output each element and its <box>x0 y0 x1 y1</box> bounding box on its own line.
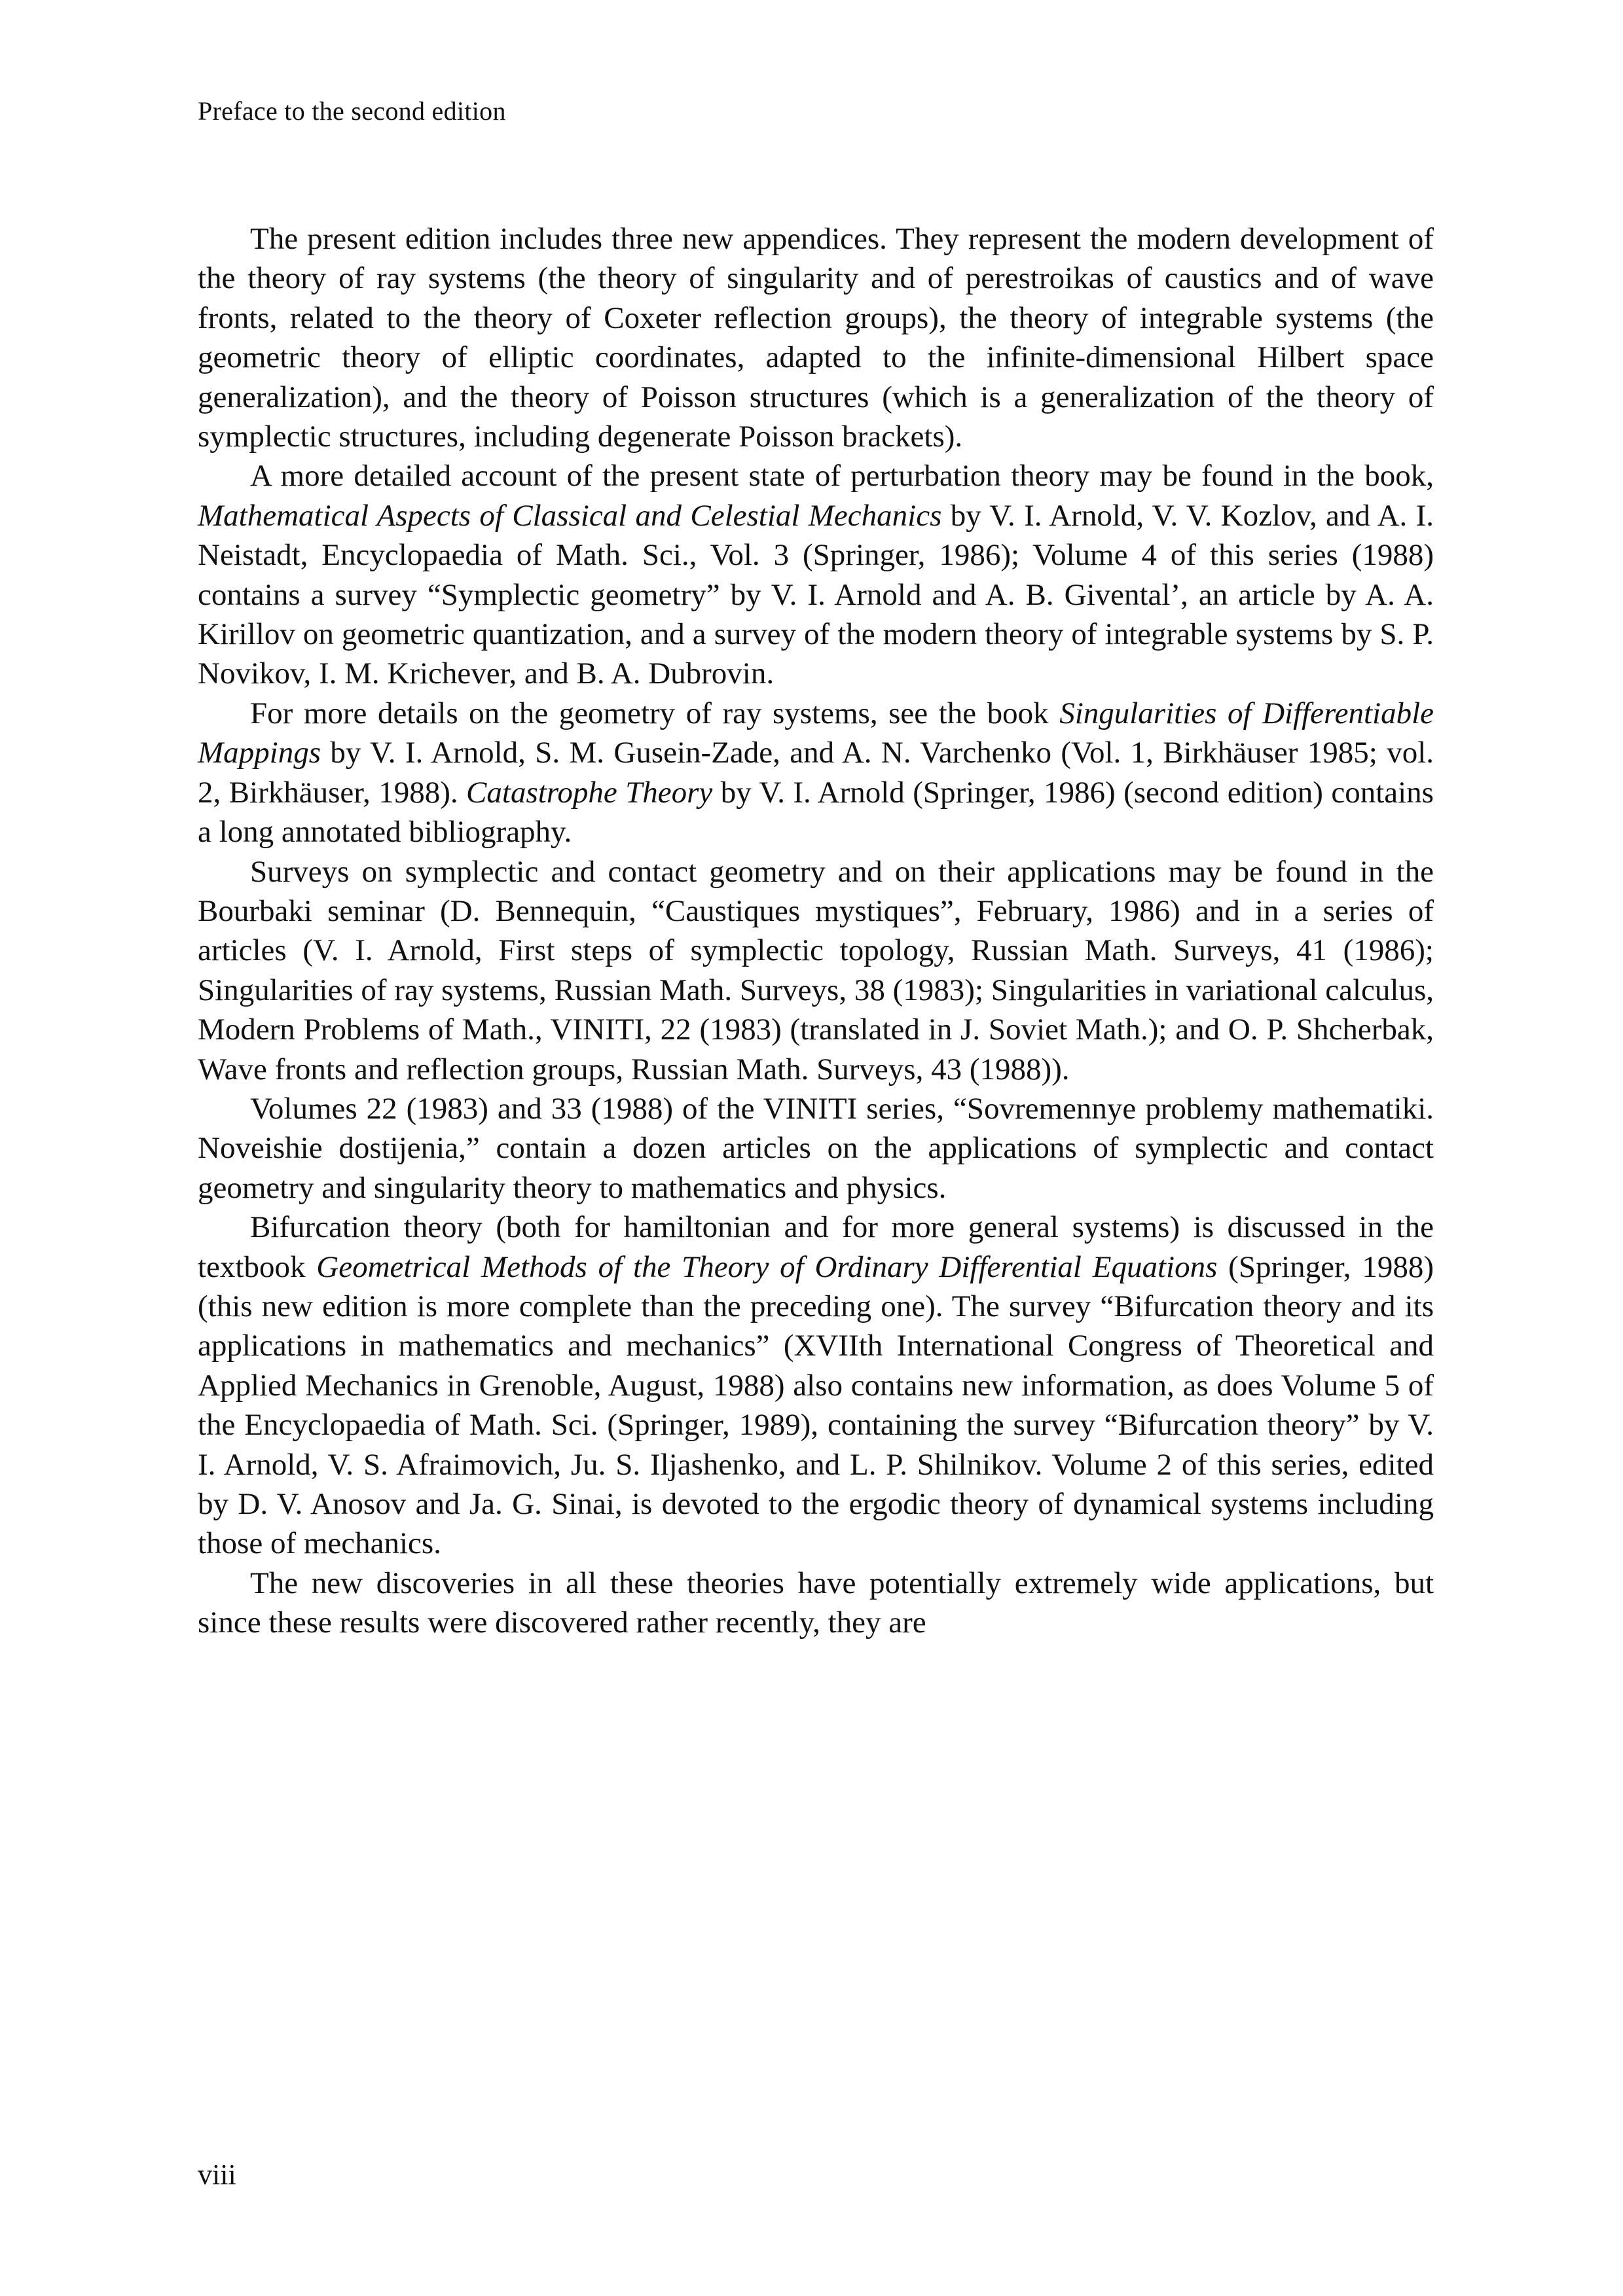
text-run: A more detailed account of the present state of perturbation theory may be found in the book, <box>250 459 1434 493</box>
paragraph-new-appendices <box>198 219 1434 456</box>
paragraph-perturbation-theory <box>198 456 1434 693</box>
body-text <box>198 219 1434 1643</box>
paragraph-viniti-volumes <box>198 1089 1434 1208</box>
text-run: by V. I. Arnold, S. M. Gusein-Zade, and A. N. Varchenko (Vol. 1, Birkhäuser 1985; vol. 2, Birkhäuser, 1988). <box>198 736 1434 810</box>
book-title: Catastrophe Theory <box>466 775 713 810</box>
text-run: by V. I. Arnold (Springer, 1986) (second edition) contains a long annotated bibliography. <box>198 775 1434 850</box>
paragraph-ray-systems <box>198 694 1434 852</box>
text-run: For more details on the geometry of ray systems, see the book <box>250 696 1060 730</box>
text-run: The new discoveries in all these theories have potentially extremely wide applications, but since these results were discovered rather recently, they are <box>198 1566 1434 1640</box>
paragraph-new-discoveries <box>198 1564 1434 1643</box>
text-run: The present edition includes three new appendices. They represent the modern development of the theory of ray systems (the theory of singularity and of perestroikas of caustics and of wave fronts, related to the theory of Coxeter reflection groups), the theory of integrable systems (the geometric theory of elliptic coordinates, adapted to the infinite-dimensional Hilbert space generalization), and the theory of Poisson structures (which is a generalization of the theory of symplectic structures, including degenerate Poisson brackets). <box>198 222 1434 454</box>
book-title: Mathematical Aspects of Classical and Celestial Mechanics <box>198 498 942 533</box>
text-run: by V. I. Arnold, V. V. Kozlov, and A. I. Neistadt, Encyclopaedia of Math. Sci., Vol. 3 (Springer, 1986); Volume 4 of this series (1988) contains a survey “Symplectic geometry” by V. I. Arnold and A. B. Givental’, an article by A. A. Kirillov on geometric quantization, and a survey of the modern theory of integrable systems by S. P. Novikov, I. M. Krichever, and B. A. Dubrovin. <box>198 498 1434 691</box>
book-title: Geometrical Methods of the Theory of Ordinary Differential Equations <box>316 1249 1218 1284</box>
page-number: viii <box>198 2159 236 2191</box>
text-run: Surveys on symplectic and contact geometry and on their applications may be found in the Bourbaki seminar (D. Bennequin, “Caustiques mystiques”, February, 1986) and in a series of articles (V. I. Arnold, First steps of symplectic topology, Russian Math. Surveys, 41 (1986); Singularities of ray systems, Russian Math. Surveys, 38 (1983); Singularities in variational calculus, Modern Problems of Math., VINITI, 22 (1983) (translated in J. Soviet Math.); and O. P. Shcherbak, Wave fronts and reflection groups, Russian Math. Surveys, 43 (1988)). <box>198 854 1434 1086</box>
text-run: (Springer, 1988) (this new edition is more complete than the preceding one). The survey “Bifurcation theory and its applications in mathematics and mechanics” (XVIIth International Congress of Theoretical and Applied Mechanics in Grenoble, August, 1988) also contains new information, as does Volume 5 of the Encyclopaedia of Math. Sci. (Springer, 1989), containing the survey “Bifurcation theory” by V. I. Arnold, V. S. Afraimovich, Ju. S. Iljashenko, and L. P. Shilnikov. Volume 2 of this series, edited by D. V. Anosov and Ja. G. Sinai, is devoted to the ergodic theory of dynamical systems including those of mechanics. <box>198 1249 1434 1561</box>
book-title: Singularities of Differentiable Mappings <box>198 696 1434 770</box>
running-head: Preface to the second edition <box>198 96 506 126</box>
text-run: Bifurcation theory (both for hamiltonian and for more general systems) is discussed in the textbook <box>198 1210 1434 1284</box>
paragraph-bifurcation-theory <box>198 1208 1434 1564</box>
paragraph-symplectic-surveys <box>198 852 1434 1089</box>
text-run: Volumes 22 (1983) and 33 (1988) of the VINITI series, “Sovremennye problemy mathematiki. Noveishie dostijenia,” contain a dozen articles on the applications of symplectic and contact geometry and singularity theory to mathematics and physics. <box>198 1091 1434 1205</box>
